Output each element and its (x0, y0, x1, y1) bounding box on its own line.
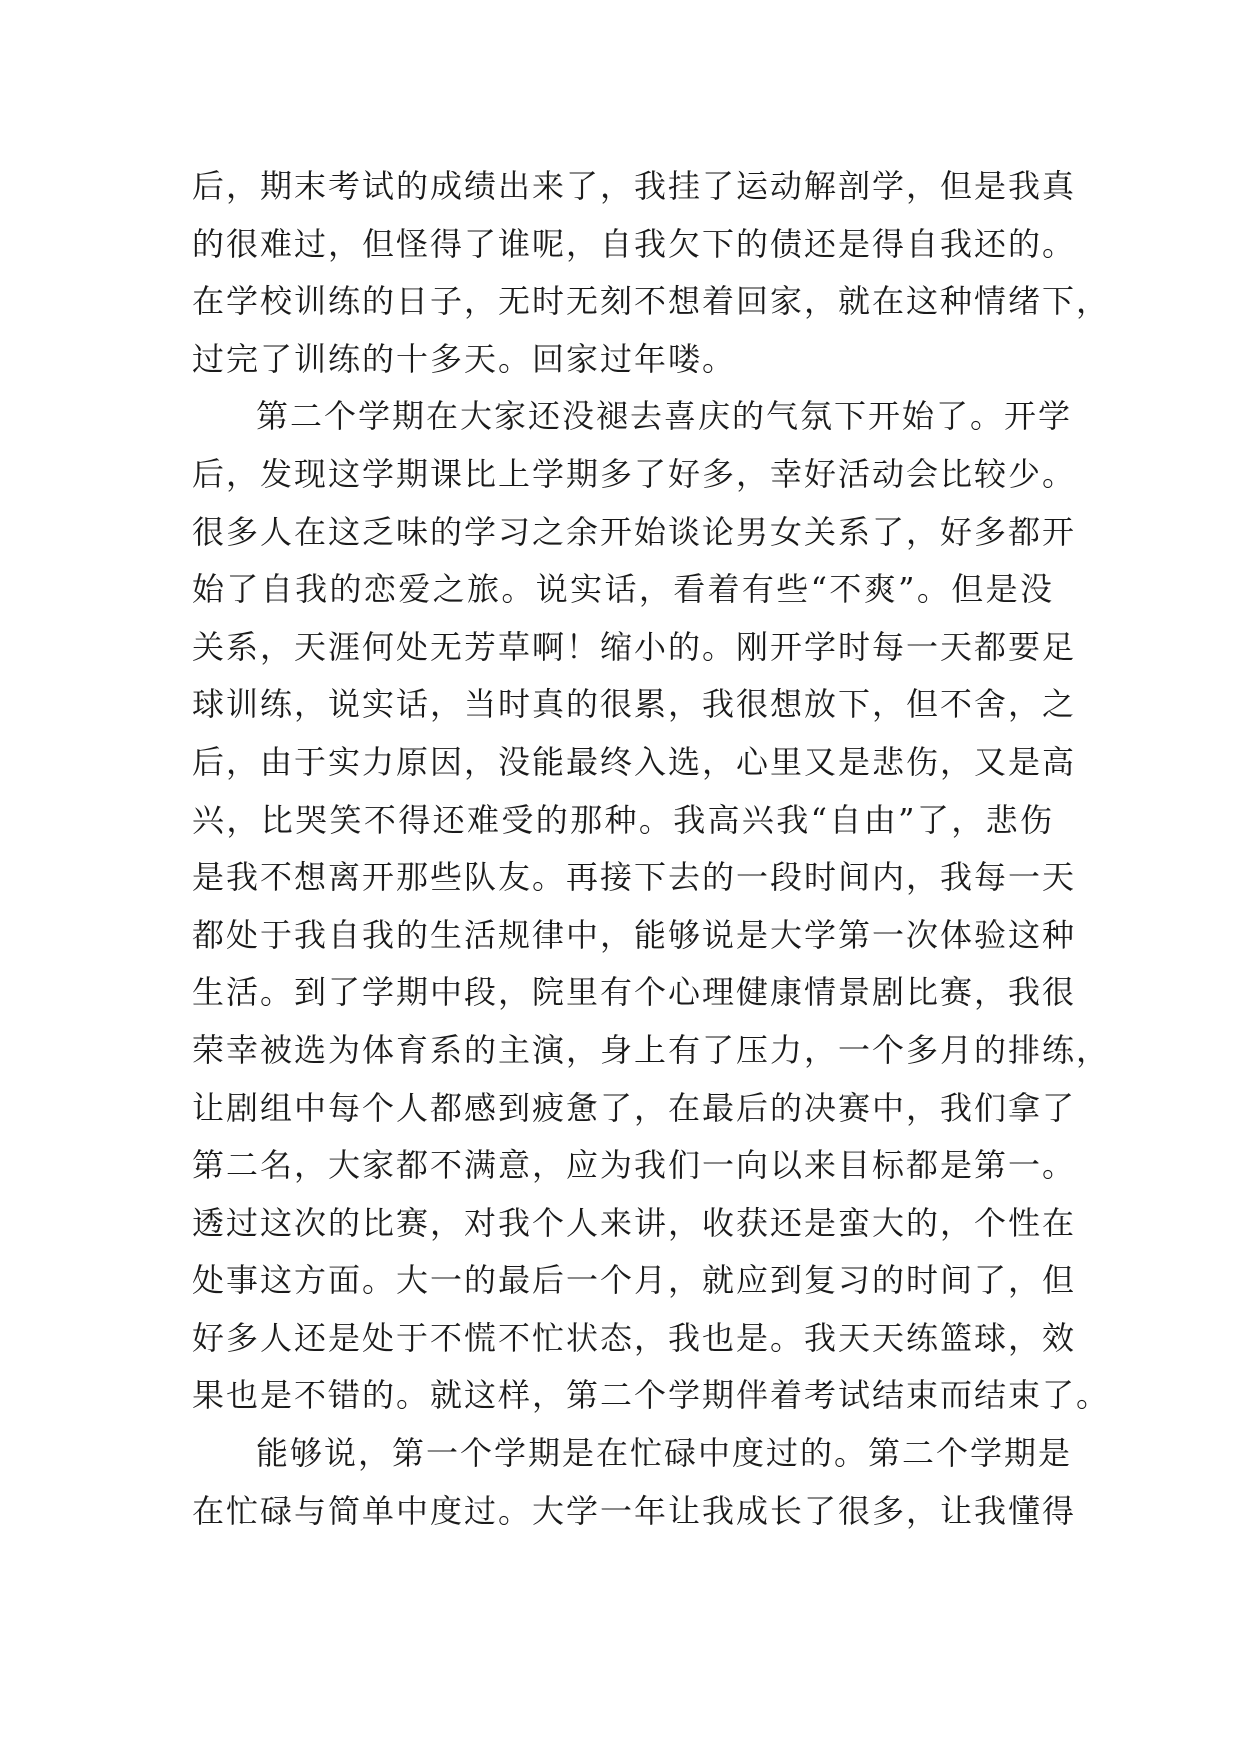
text-line: 后，期末考试的成绩出来了，我挂了运动解剖学，但是我真 (192, 167, 1077, 205)
text-line: 后，发现这学期课比上学期多了好多，幸好活动会比较少。 (192, 454, 1077, 493)
text-line: 好多人还是处于不慌不忙状态，我也是。我天天练篮球，效 (192, 1318, 1077, 1357)
text-line: 在学校训练的日子，无时无刻不想着回家，就在这种情绪下， (192, 282, 1111, 321)
text-line: 在忙碌与简单中度过。大学一年让我成长了很多，让我懂得 (192, 1491, 1077, 1530)
text-line: 让剧组中每个人都感到疲惫了，在最后的决赛中，我们拿了 (192, 1088, 1077, 1127)
text-line: 后，由于实力原因，没能最终入选，心里又是悲伤，又是高 (192, 742, 1077, 781)
text-line: 关系，天涯何处无芳草啊！缩小的。刚开学时每一天都要足 (192, 627, 1077, 666)
text-line: 始了自我的恋爱之旅。说实话，看着有些“不爽”。但是没 (192, 570, 1054, 609)
text-line: 第二名，大家都不满意，应为我们一向以来目标都是第一。 (192, 1146, 1077, 1185)
text-line: 生活。到了学期中段，院里有个心理健康情景剧比赛，我很 (192, 973, 1077, 1012)
text-line: 球训练，说实话，当时真的很累，我很想放下，但不舍，之 (192, 685, 1077, 724)
text-line: 过完了训练的十多天。回家过年喽。 (192, 339, 737, 378)
text-line: 荣幸被选为体育系的主演，身上有了压力，一个多月的排练， (192, 1030, 1111, 1069)
body-text (192, 158, 1111, 1540)
paragraph-start-line: 第二个学期在大家还没褪去喜庆的气氛下开始了。开学 (256, 397, 1073, 436)
text-line: 是我不想离开那些队友。再接下去的一段时间内，我每一天 (192, 858, 1077, 897)
text-line: 兴，比哭笑不得还难受的那种。我高兴我“自由”了，悲伤 (192, 800, 1054, 839)
text-line: 处事这方面。大一的最后一个月，就应到复习的时间了，但 (192, 1261, 1077, 1300)
text-line: 果也是不错的。就这样，第二个学期伴着考试结束而结束了。 (192, 1376, 1111, 1415)
paragraph-start-line: 能够说，第一个学期是在忙碌中度过的。第二个学期是 (256, 1434, 1073, 1473)
text-line: 透过这次的比赛，对我个人来讲，收获还是蛮大的，个性在 (192, 1203, 1077, 1242)
text-line: 都处于我自我的生活规律中，能够说是大学第一次体验这种 (192, 915, 1077, 954)
text-line: 的很难过，但怪得了谁呢，自我欠下的债还是得自我还的。 (192, 224, 1077, 263)
text-line: 很多人在这乏味的学习之余开始谈论男女关系了，好多都开 (192, 512, 1077, 551)
